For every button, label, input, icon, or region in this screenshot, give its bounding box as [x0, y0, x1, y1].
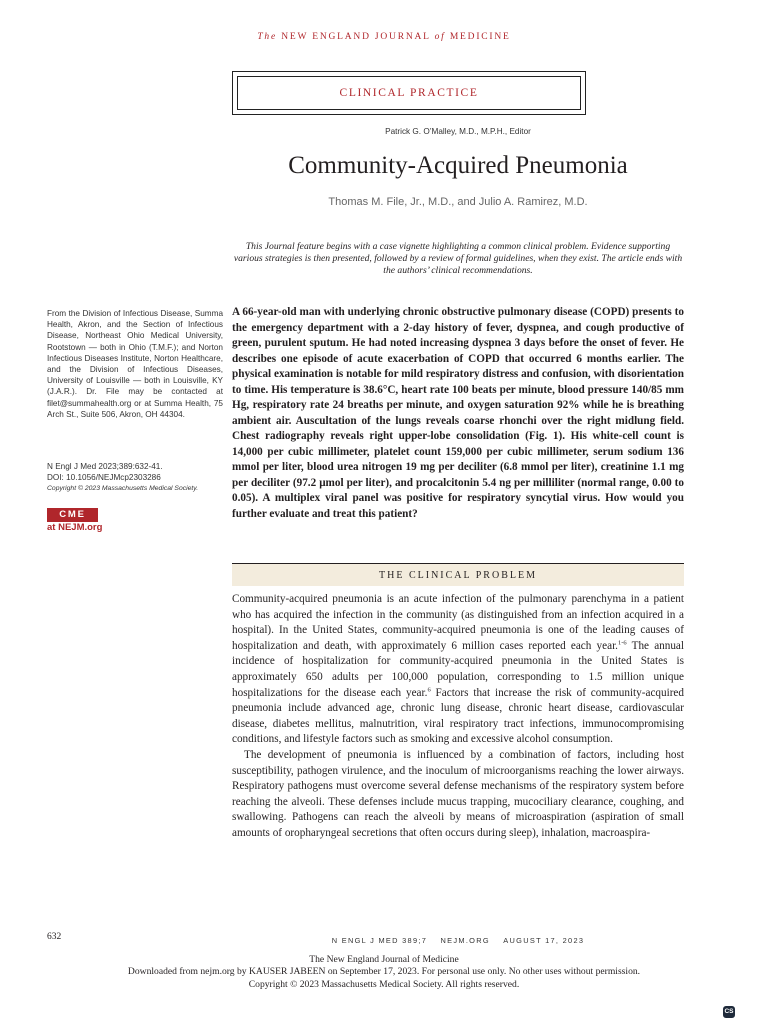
footer-journal: N ENGL J MED 389;7 [331, 936, 428, 945]
journal-name: NEW ENGLAND JOURNAL [281, 32, 431, 42]
camscanner-badge-icon: CS [723, 1006, 735, 1018]
doi: DOI: 10.1056/NEJMcp2303286 [47, 473, 161, 482]
journal-header [0, 32, 768, 42]
body-text [232, 592, 684, 842]
body-paragraph-1 [232, 592, 684, 748]
reference-marker[interactable]: 6 [427, 685, 431, 693]
download-permission-line: Downloaded from nejm.org by KAUSER JABEEN on September 17, 2023. For personal use only. No other uses without permission. [127, 966, 641, 978]
journal-suffix: MEDICINE [449, 32, 511, 42]
section-box-inner [237, 76, 581, 110]
subsection-header [232, 563, 684, 586]
download-journal-line: The New England Journal of Medicine [309, 954, 459, 965]
subsection-label: THE CLINICAL PROBLEM [379, 569, 537, 581]
citation-block [47, 461, 223, 494]
authors: Thomas M. File, Jr., M.D., and Julio A. Ramirez, M.D. [328, 196, 588, 208]
copyright-note: Copyright © 2023 Massachusetts Medical Society. [47, 485, 199, 492]
affiliation-note: From the Division of Infectious Disease, Summa Health, Akron, and the Section of Infectious Disease, Northeast Ohio Medical University, Rootstown — both in Ohio (T.M.F.); and Norton Infectious Diseases Institute, Norton Healthcare, and the Division of Infectious Diseases, University of Louisville — both in Louisville, KY (J.A.R.). Dr. File may be contacted at filet@summahealth.org or at Summa Health, 75 Arch St., Suite 506, Akron, OH 44304. [47, 309, 223, 419]
journal-prefix: The [257, 32, 277, 42]
p1-part-a: Community-acquired pneumonia is an acute infection of the pulmonary parenchyma in a patient who has acquired the infection in the community (as distinguished from an infection acquired in a hospital). In the United States, community-acquired pneumonia is one of the leading causes of hospitalization and death, with approximately 6 million cases reported each year. [232, 593, 684, 652]
download-copyright-line: Copyright © 2023 Massachusetts Medical Society. All rights reserved. [248, 978, 520, 990]
cme-badge[interactable]: CME [47, 508, 98, 522]
section-box [232, 71, 586, 115]
editor-line: Patrick G. O’Malley, M.D., M.P.H., Editor [385, 127, 531, 136]
footer-site: NEJM.ORG [440, 936, 490, 945]
intro-note: This Journal feature begins with a case vignette highlighting a common clinical problem. Evidence supporting various strategies is then presented, followed by a review of formal guidelines, when they exist. The article ends with the authors’ clinical recommendations. [233, 241, 683, 277]
page-number: 632 [47, 932, 62, 942]
body-paragraph-2: The development of pneumonia is influenced by a combination of factors, including host susceptibility, pathogen virulence, and the inoculum of microorganisms reaching the lower airways. Respiratory pathogens must overcome several defense mechanisms of the respiratory system before reaching the alveoli. These defenses include mucus trapping, mucociliary clearance, coughing, and swallowing. Pathogens can reach the alveoli by means of microaspiration (aspiration of small amounts of oropharyngeal secretions that often occurs during sleep), inhalation, macroaspira- [232, 748, 684, 839]
running-footer [232, 936, 684, 945]
article-title: Community-Acquired Pneumonia [288, 152, 628, 179]
citation: N Engl J Med 2023;389:632-41. [47, 462, 163, 471]
section-label: CLINICAL PRACTICE [339, 87, 479, 99]
case-vignette: A 66-year-old man with underlying chronic obstructive pulmonary disease (COPD) presents to the emergency department with a 2-day history of fever, dyspnea, and cough productive of green, purulent sputum. He had noted increasing dyspnea 3 days before the onset of fever. He describes one episode of acute exacerbation of COPD that occurred 6 months earlier. The physical examination is notable for mild respiratory distress and confusion, with disorientation to time. His temperature is 38.6°C, heart rate 100 beats per minute, blood pressure 140/85 mm Hg, respiratory rate 24 breaths per minute, and oxygen saturation 92% while he is breathing ambient air. Auscultation of the lungs reveals coarse rhonchi over the right midlung field. Chest radiography reveals right upper-lobe consolidation (Fig. 1). His white-cell count is 14,000 per cubic millimeter, platelet count 159,000 per cubic millimeter, serum sodium 136 mmol per liter, blood urea nitrogen 19 mg per deciliter (6.8 mmol per liter), creatinine 1.1 mg per deciliter (97.2 μmol per liter), and procalcitonin 5.4 ng per milliliter (normal range, 0.00 to 0.05). A multiplex viral panel was positive for respiratory syncytial virus. How would you further evaluate and treat this patient? [232, 306, 684, 520]
journal-of: of [434, 32, 446, 42]
footer-date: AUGUST 17, 2023 [503, 936, 585, 945]
download-notice [0, 954, 768, 991]
p1-part-c: Factors that increase the risk of community-acquired pneumonia include advanced age, chronic lung disease, chronic heart disease, cardiovascular disease, diabetes mellitus, malnutrition, viral respiratory tract infections, immunocompromising conditions, and lifestyle factors such as smoking and excessive alcohol consumption. [232, 686, 684, 746]
p1-part-b: The annual incidence of hospitalization for community-acquired pneumonia in the United States is approximately 650 adults per 100,000 population, corresponding to 1.5 million unique hospitalizations for the disease each year. [232, 639, 685, 699]
reference-marker[interactable]: 1-6 [617, 639, 627, 647]
cme-link[interactable]: at NEJM.org [47, 522, 103, 533]
